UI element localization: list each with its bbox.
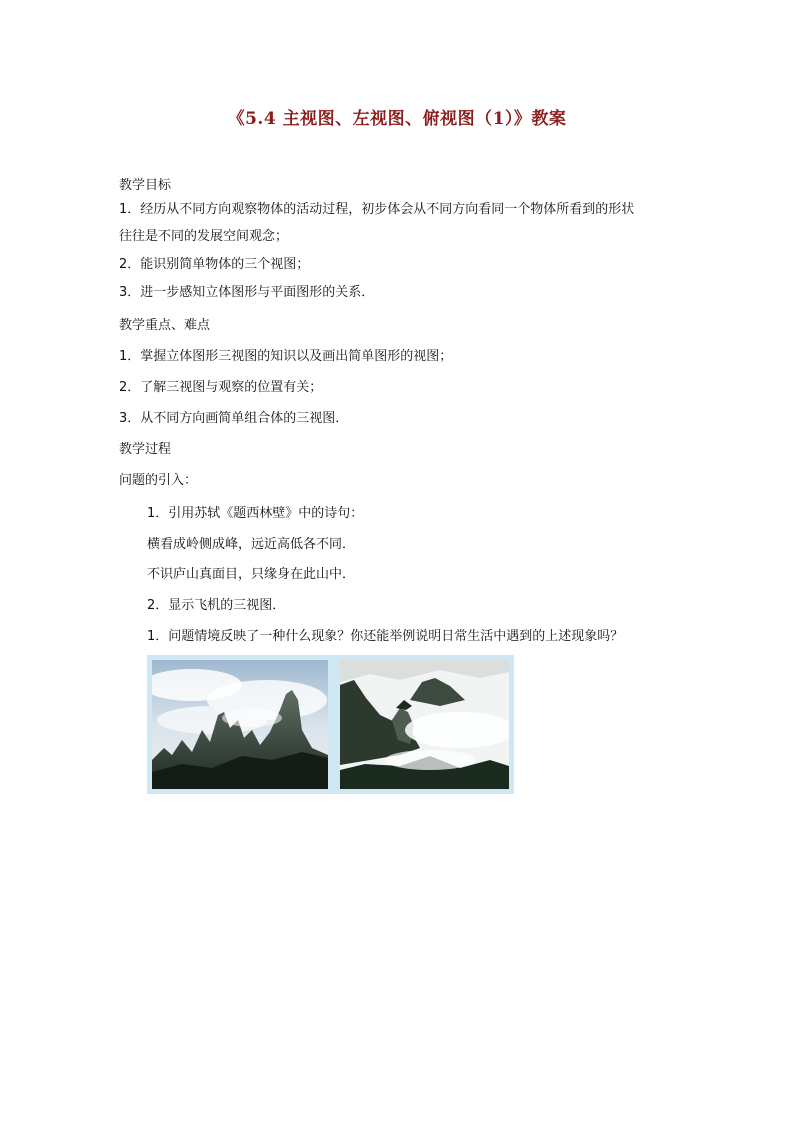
misty-mountain-photo: [340, 660, 509, 789]
process-item-2: 2．显示飞机的三视图．: [147, 598, 286, 613]
goal-item-1-continued: 往往是不同的发展空间观念；: [119, 229, 289, 244]
poem-line-1: 横看成岭侧成峰，远近高低各不同．: [147, 537, 356, 552]
process-heading: 教学过程: [119, 442, 172, 457]
poem-line-2: 不识庐山真面目，只缘身在此山中．: [147, 567, 356, 582]
key-points-heading: 教学重点、难点: [119, 318, 211, 333]
mountain-peaks-photo: [152, 660, 328, 789]
document-title: 《5.4 主视图、左视图、俯视图（1）》教案: [227, 109, 567, 129]
photo-strip: [147, 655, 514, 794]
key-point-item-3: 3．从不同方向画简单组合体的三视图．: [119, 411, 349, 426]
process-intro: 问题的引入：: [119, 473, 198, 488]
goal-item-1: 1．经历从不同方向观察物体的活动过程，初步体会从不同方向看同一个物体所看到的形状: [119, 202, 635, 217]
key-point-item-1: 1．掌握立体图形三视图的知识以及画出简单图形的视图；: [119, 349, 453, 364]
goals-heading: 教学目标: [119, 178, 172, 193]
goal-item-2: 2．能识别简单物体的三个视图；: [119, 257, 310, 272]
key-point-item-2: 2．了解三视图与观察的位置有关；: [119, 380, 323, 395]
question-item: 1．问题情境反映了一种什么现象？你还能举例说明日常生活中遇到的上述现象吗？: [147, 629, 624, 644]
process-item-1: 1．引用苏轼《题西林壁》中的诗句：: [147, 506, 364, 521]
goal-item-3: 3．进一步感知立体图形与平面图形的关系．: [119, 285, 375, 300]
